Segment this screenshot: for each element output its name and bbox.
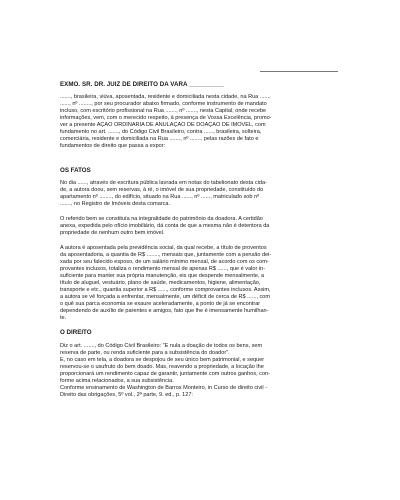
paragraph-line: o quê sua parca economia se exaure aceleradamente, a ponto de já se encontrar bbox=[60, 301, 261, 308]
paragraph-line: suficiente para manter sua própria manutenção, eis que despende mensalmente, a bbox=[60, 273, 265, 280]
paragraph-line: fundamento no art. ......., do Código Civil Brasileiro, contra ......, brasileira, solteira, bbox=[60, 129, 262, 136]
paragraph-line: informações, vem, com o merecido respeito, à presença de Vossa Excelência, promo- bbox=[60, 115, 272, 122]
paragraph-line: reservou-se o usufruto do bem doado. Mas, reavendo a propriedade, a locação lhe bbox=[60, 364, 264, 371]
document-header: EXMO. SR. DR. JUIZ DE DIREITO DA VARA __________ bbox=[60, 81, 225, 88]
paragraph-line: apartamento nº ........, do edifício, situado na Rua ......, nº ......, matriculado sob nº bbox=[60, 194, 260, 201]
paragraph-line: ......., no Registro de Imóveis desta comarca. bbox=[60, 201, 171, 208]
paragraph-line: ......, nº ........, por seu procurador abaixo firmado, conforme instrumento de mandato bbox=[60, 101, 267, 108]
document-page bbox=[60, 0, 350, 500]
paragraph-line: fundamentos de direito que passa a expor: bbox=[60, 143, 166, 150]
paragraph-line: reserva de parte, ou renda suficiente para a subsistência do doador". bbox=[60, 350, 230, 357]
paragraph-line: No dia ......, através de escritura pública lavrada em notas do tabelionato desta cida- bbox=[60, 180, 267, 186]
paragraph-line: ver a presente AÇÃO ORDINÁRIA DE ANULAÇÃO DE DOAÇÃO DE IMÓVEL, com bbox=[60, 122, 266, 129]
paragraph-line: forme acima relacionados, a sua subsistência. bbox=[60, 378, 174, 385]
paragraph-line: transporte e etc., quantia superior a R$ ......, conforme comprovantes inclusos. Assim, bbox=[60, 287, 271, 294]
paragraph-line: título de aluguel, vestuário, plano de saúde, medicamentos, higiene, alimentação, bbox=[60, 280, 261, 287]
section-heading-direito: O DIREITO bbox=[60, 329, 92, 336]
paragraph-line: A autora é aposentada pela previdência social, da qual recebe, a título de proventos bbox=[60, 245, 267, 251]
paragraph-line: da aposentadoria, a quantia de R$ ........, mensais que, juntamente com a pensão dei- bbox=[60, 252, 272, 259]
paragraph-line: proporcionará um rendimento capaz de garantir, juntamente com outros ganhos, con- bbox=[60, 371, 270, 378]
signature-line bbox=[260, 71, 338, 72]
direito-paragraph-1 bbox=[60, 343, 350, 399]
paragraph-line: anexa, expedida pelo ofício imobiliário, dá conta de que a mesma não é detentora da bbox=[60, 223, 270, 230]
paragraph-line: propriedade de nenhum outro bem imóvel. bbox=[60, 230, 165, 237]
fatos-paragraph-2 bbox=[60, 216, 350, 237]
paragraph-line: provantes inclusos, totaliza o rendimento mensal de apenas R$ ......, que é valor in- bbox=[60, 266, 266, 273]
paragraph-line: O referido bem se constituía na integralidade do patrimônio da doadora. A certidão bbox=[60, 216, 263, 222]
fatos-paragraph-3 bbox=[60, 245, 350, 323]
fatos-paragraph-1 bbox=[60, 180, 350, 208]
paragraph-line: te. bbox=[60, 315, 67, 322]
paragraph-line: incluso, com escritório profissional na Rua ......., nº ......., nesta Capital, onde recebe bbox=[60, 108, 267, 115]
paragraph-line: E, no caso em tela, a doadora se despojou de seu único bem patrimonial, e sequer bbox=[60, 357, 265, 364]
paragraph-line: Conforme ensinamento de Washington de Barros Monteiro, in Curso de direito civil - bbox=[60, 385, 267, 392]
paragraph-line: a autora se vê forçada a enfrentar, mensalmente, um déficit de cerca de R$ ......, com bbox=[60, 294, 270, 301]
section-heading-fatos: OS FATOS bbox=[60, 167, 91, 174]
paragraph-line: comerciária, residente e domiciliada na Rua ......., nº ......., pelas razões de fato e bbox=[60, 136, 259, 143]
paragraph-line: Direito das obrigações, 5º vol., 2ª parte, 9. ed., p. 127: bbox=[60, 392, 193, 399]
paragraph-line: dependendo de auxílio de parentes e amigos, fato que lhe é imensamente humilhan- bbox=[60, 308, 269, 315]
paragraph-line: xada por seu falecido esposo, de um salário mínimo mensal, de acordo com os com- bbox=[60, 259, 269, 266]
paragraph-line: ......., brasileira, viúva, aposentada, residente e domiciliada nesta cidade, na Rua ....... bbox=[60, 94, 271, 100]
intro-paragraph bbox=[60, 94, 350, 150]
paragraph-line: de, a autora doou, sem reservas, à ré, o imóvel de sua propriedade, constituído do bbox=[60, 187, 264, 194]
paragraph-line: Diz o art. ......., do Código Civil Brasileiro: "É nula a doação de todos os bens, sem bbox=[60, 343, 263, 349]
